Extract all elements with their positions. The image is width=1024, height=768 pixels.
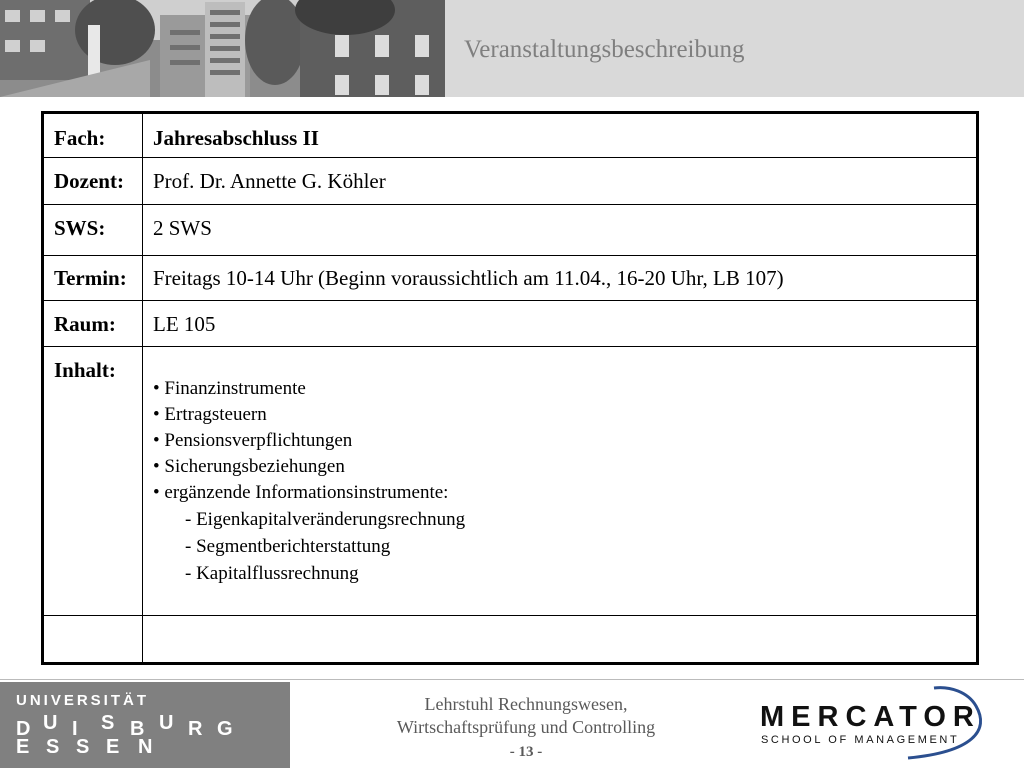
value-fach: Jahresabschluss II (143, 113, 978, 158)
table-row-termin (43, 256, 978, 301)
city-letter: I (72, 718, 78, 740)
city-letter: U (43, 712, 58, 734)
sublist-item: - Kapitalflussrechnung (185, 560, 966, 587)
label-inhalt: Inhalt: (43, 347, 143, 616)
mercator-logo (758, 682, 1018, 768)
campus-photo (0, 0, 445, 97)
label-sws: SWS: (43, 205, 143, 256)
city-letter: S (101, 712, 115, 734)
mercator-name: MERCATOR (760, 701, 981, 733)
table-row-dozent (43, 158, 978, 205)
city-letter: S (46, 736, 60, 758)
content-list (153, 376, 966, 506)
city-letter: G (217, 718, 233, 740)
content-sublist (153, 506, 966, 587)
footer-divider (0, 679, 1024, 680)
empty-cell (143, 616, 978, 664)
city-letter: R (188, 718, 203, 740)
city-letter: N (138, 736, 153, 758)
list-item: • Ertragsteuern (153, 402, 966, 428)
value-inhalt (143, 347, 978, 616)
chair-line-2: Wirtschaftsprüfung und Controlling (396, 717, 656, 737)
list-item: • Pensionsverpflichtungen (153, 428, 966, 454)
page-title: Veranstaltungsbeschreibung (464, 36, 745, 63)
university-city-logo (0, 710, 290, 768)
city-letter: E (106, 736, 120, 758)
list-item: • Sicherungsbeziehungen (153, 454, 966, 480)
chair-name (366, 693, 686, 739)
label-raum: Raum: (43, 301, 143, 347)
sublist-item: - Eigenkapitalveränderungsrechnung (185, 506, 966, 533)
value-sws: 2 SWS (143, 205, 978, 256)
chair-line-1: Lehrstuhl Rechnungswesen, (424, 694, 628, 714)
table-row-sws (43, 205, 978, 256)
city-letter: E (16, 736, 30, 758)
value-termin: Freitags 10-14 Uhr (Beginn voraussichtlich am 11.04., 16-20 Uhr, LB 107) (143, 256, 978, 301)
list-item: • Finanzinstrumente (153, 376, 966, 402)
value-dozent: Prof. Dr. Annette G. Köhler (143, 158, 978, 205)
city-letter: S (76, 736, 90, 758)
mercator-subtitle: SCHOOL OF MANAGEMENT (761, 734, 960, 746)
page-number: - 13 - (509, 744, 543, 760)
table-row-inhalt (43, 347, 978, 616)
list-item: • ergänzende Informationsinstrumente: (153, 480, 966, 506)
university-label: UNIVERSITÄT (16, 692, 150, 709)
city-letter: B (130, 718, 145, 740)
label-fach: Fach: (43, 113, 143, 158)
course-info-table (41, 111, 979, 665)
empty-cell (43, 616, 143, 664)
sublist-item: - Segmentberichterstattung (185, 533, 966, 560)
city-letter: D (16, 718, 31, 740)
table-row-empty (43, 616, 978, 664)
table-row-raum (43, 301, 978, 347)
value-raum: LE 105 (143, 301, 978, 347)
table-row-fach (43, 113, 978, 158)
header-bar (0, 0, 1024, 97)
label-termin: Termin: (43, 256, 143, 301)
city-letter: U (159, 712, 174, 734)
label-dozent: Dozent: (43, 158, 143, 205)
